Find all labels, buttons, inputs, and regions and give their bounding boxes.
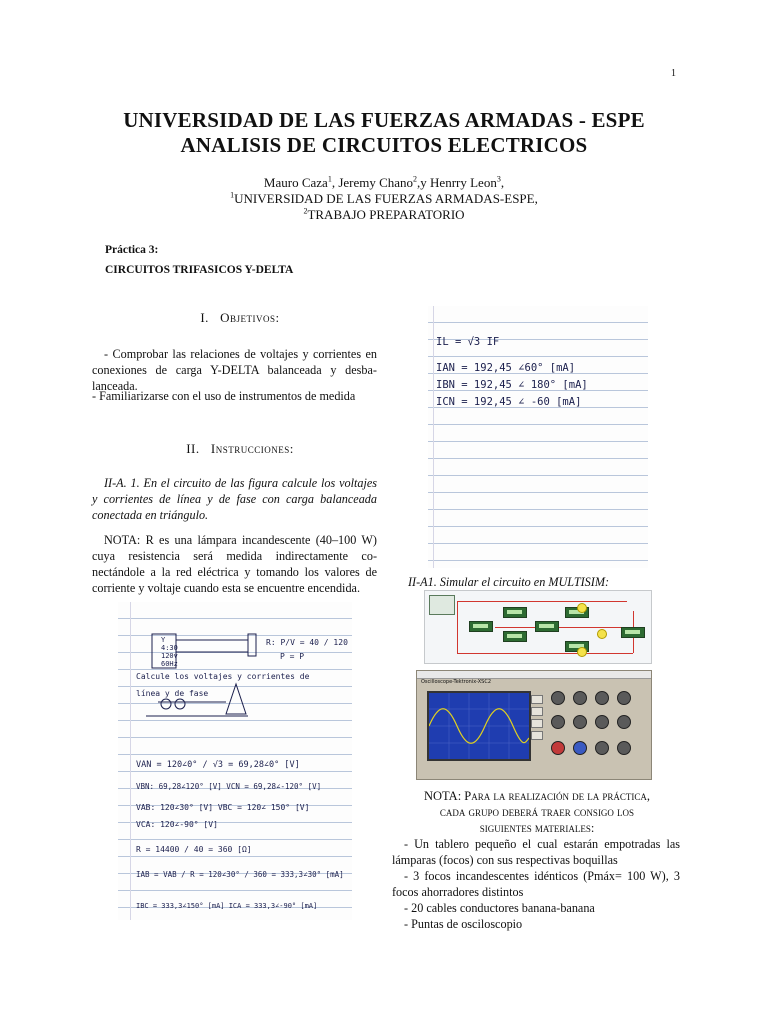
author-3-sup: 3 [496, 174, 501, 184]
title-line-1: UNIVERSIDAD DE LAS FUERZAS ARMADAS - ESPE [123, 108, 645, 132]
affiliation-1 [0, 191, 768, 207]
objective-1: - Comprobar las relaciones de voltajes y corrientes en conexiones de carga Y-DELTA balanceada y desba-lanceada. [92, 347, 377, 393]
aff1-sup: 1 [230, 190, 235, 200]
ammeter-1 [469, 621, 493, 632]
scope-knob-4[interactable] [617, 691, 631, 705]
hw-eq2: VBN: 69,28∠120° [V] VCN = 69,28∠-120° [V] [136, 782, 322, 791]
scope-menu-button-2[interactable] [531, 707, 543, 716]
scope-knob-8[interactable] [617, 715, 631, 729]
hw-calc-title: Calcule los voltajes y corrientes de línea y de fase [136, 672, 310, 698]
author-2-sup: 2 [413, 174, 418, 184]
author-1-sup: 1 [327, 174, 332, 184]
scope-knob-9[interactable] [595, 741, 609, 755]
scope-knob-10[interactable] [617, 741, 631, 755]
hw-eq5: R = 14400 / 40 = 360 [Ω] [136, 845, 252, 854]
hw-eq3: VAB: 120∠30° [V] VBC = 120∠ 150° [V] [136, 803, 310, 812]
wire-mid [495, 627, 625, 628]
scope-menu-button-3[interactable] [531, 719, 543, 728]
author-3: ,y Henrry Leon [417, 175, 497, 190]
author-2: , Jeremy Chano [331, 175, 414, 190]
scope-knob-blue[interactable] [573, 741, 587, 755]
scope-knob-1[interactable] [551, 691, 565, 705]
author-1: Mauro Caza [263, 175, 328, 190]
aff2-text: TRABAJO PREPARATORIO [307, 207, 465, 222]
scope-trace [429, 693, 529, 759]
hw-ian: IAN = 192,45 ∠60° [mA] [436, 362, 576, 374]
section-2-heading [105, 441, 375, 457]
authors-block [0, 175, 768, 223]
aff1-text: UNIVERSIDAD DE LAS FUERZAS ARMADAS-ESPE, [234, 191, 538, 206]
ammeter-3 [503, 631, 527, 642]
practice-subtitle: CIRCUITOS TRIFASICOS Y-DELTA [105, 264, 294, 276]
notebook-margin-top [433, 306, 434, 568]
objective-2: - Familiarizarse con el uso de instrumentos de medida [92, 389, 356, 403]
caption-IIA1: II-A1. Simular el circuito en MULTISIM: [408, 575, 610, 589]
nota-materiales-line2: cada grupo deberá traer consigo los [439, 805, 635, 819]
hw-load-note-2: P = P [280, 652, 305, 661]
scope-menu-button-4[interactable] [531, 731, 543, 740]
scope-titlebar [417, 671, 651, 685]
source-block [429, 595, 455, 615]
scope-knob-7[interactable] [595, 715, 609, 729]
scope-title: Oscilloscope-Tektronix-XSC2 [421, 679, 492, 685]
section-1-heading [105, 310, 375, 326]
scope-knob-3[interactable] [595, 691, 609, 705]
scope-knob-5[interactable] [551, 715, 565, 729]
section-1-number: I. [200, 310, 209, 325]
hw-eq6: IAB = VAB / R = 120∠30° / 360 = 333,3∠30° [mA] [136, 870, 344, 879]
aff2-sup: 2 [303, 206, 308, 216]
scope-screen [427, 691, 531, 761]
wire-top [457, 601, 627, 602]
multisim-schematic-image [424, 590, 652, 664]
practice-label: Práctica 3: [105, 244, 159, 256]
nota-materiales-heading [392, 788, 682, 836]
hw-ibn: IBN = 192,45 ∠ 180° [mA] [436, 379, 588, 391]
hw-icn: ICN = 192,45 ∠ -60 [mA] [436, 396, 582, 408]
scope-knob-2[interactable] [573, 691, 587, 705]
title-line-2: ANALISIS DE CIRCUITOS ELECTRICOS [180, 133, 588, 157]
nota-lampara: NOTA: R es una lámpara incandescente (40–100 W) cuya resistencia será medida indirectamente co-nectándole a la red eléctrica y tomando los valores de corriente y voltaje cuando esta se encuentre encendida. [92, 533, 377, 595]
wire-left [457, 601, 458, 653]
ammeter-2 [503, 607, 527, 618]
lamp-1-icon [577, 603, 587, 613]
scope-knob-red[interactable] [551, 741, 565, 755]
material-item: - 20 cables conductores banana-banana [404, 901, 595, 915]
section-1-title: Objetivos: [220, 310, 280, 325]
hw-eq1: VAN = 120∠0° / √3 = 69,28∠0° [V] [136, 760, 300, 770]
scope-menu-button-1[interactable] [531, 695, 543, 704]
hw-source-box: Y 4:30 120v 60Hz [161, 636, 178, 668]
oscilloscope-image [416, 670, 652, 780]
author-end: , [500, 175, 505, 190]
material-item: - Puntas de osciloscopio [404, 917, 523, 931]
materials-list [392, 836, 680, 932]
material-item: - 3 focos incandescentes idénticos (Pmáx= 100 W), 3 focos ahorradores distintos [392, 869, 680, 899]
hw-il-formula: IL = √3 IF [436, 336, 500, 348]
material-item: - Un tablero pequeño el cual estarán empotradas las lámparas (focos) con sus respectivas boquillas [392, 837, 680, 867]
handwritten-calculation-image [118, 602, 352, 920]
ammeter-7 [621, 627, 645, 638]
lamp-3-icon [577, 647, 587, 657]
hw-eq7: IBC = 333,3∠150° [mA] ICA = 333,3∠-90° [mA] [136, 902, 318, 910]
section-2-number: II. [186, 441, 200, 456]
handwritten-currents-image [428, 306, 648, 568]
page-number: 1 [671, 68, 676, 79]
ammeter-4 [535, 621, 559, 632]
hw-load-note: R: P/V = 40 / 120 [266, 638, 348, 647]
instruction-IIA: II-A. 1. En el circuito de las figura calcule los voltajes y corrientes de línea y de fase con carga balanceada conectada en triángulo. [92, 476, 377, 522]
author-names [0, 175, 768, 191]
lamp-2-icon [597, 629, 607, 639]
section-2-title: Instrucciones: [210, 441, 294, 456]
wire-bottom [457, 653, 633, 654]
scope-knob-6[interactable] [573, 715, 587, 729]
nota-materiales-line3: siguientes materiales: [479, 821, 595, 835]
affiliation-2 [0, 207, 768, 223]
nota-materiales-head: NOTA: Para la realización de la práctica, [423, 789, 650, 803]
hw-eq4: VCA: 120∠-90° [V] [136, 820, 218, 829]
